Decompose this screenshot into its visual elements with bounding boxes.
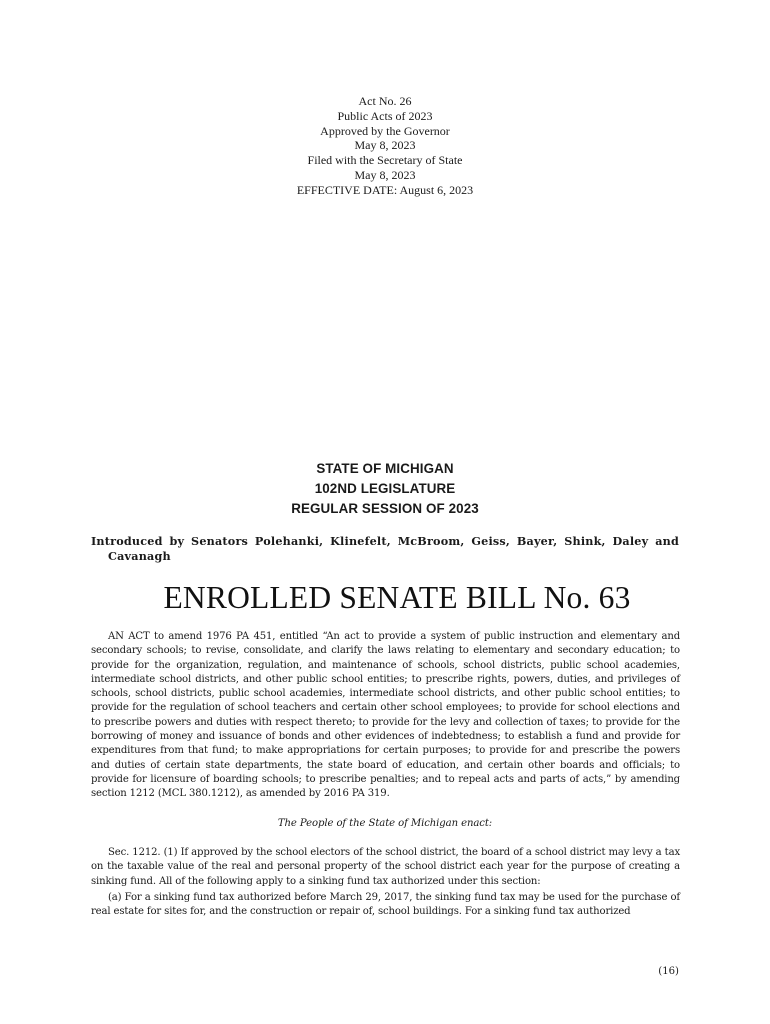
filed-date: May 8, 2023 bbox=[354, 167, 416, 182]
effective-date: EFFECTIVE DATE: August 6, 2023 bbox=[296, 182, 474, 197]
approved-by-governor: Approved by the Governor bbox=[320, 123, 450, 138]
bill-title: ENROLLED SENATE BILL No. 63 bbox=[163, 580, 631, 615]
legislature-heading bbox=[0, 459, 770, 519]
approved-date: May 8, 2023 bbox=[354, 138, 416, 153]
act-header bbox=[0, 94, 770, 198]
legislature-number: 102ND LEGISLATURE bbox=[314, 481, 456, 496]
section-1212 bbox=[91, 846, 680, 919]
section-paragraph-1: Sec. 1212. (1) If approved by the school electors of the school district, the board of a school district may levy a tax on the taxable value of the real and personal property of the school district each year for the purpose of creating a sinking fund. All of the following apply to a sinking fund tax authorized under this section: bbox=[91, 847, 680, 887]
state-name: STATE OF MICHIGAN bbox=[316, 461, 454, 476]
page-number: (16) bbox=[658, 966, 679, 977]
act-title-paragraph bbox=[91, 630, 680, 802]
sponsors-line-2: Cavanagh bbox=[108, 549, 171, 563]
public-acts-year: Public Acts of 2023 bbox=[337, 108, 433, 123]
sponsors-line-1: Introduced by Senators Polehanki, Klinefelt, McBroom, Geiss, Bayer, Shink, Daley and bbox=[91, 534, 679, 548]
section-paragraph-2: (a) For a sinking fund tax authorized before March 29, 2017, the sinking fund tax may be used for the purchase of real estate for sites for, and the construction or repair of, school buildings. For a sinking fund tax authorized bbox=[91, 891, 680, 918]
act-number: Act No. 26 bbox=[358, 94, 412, 108]
session-name: REGULAR SESSION OF 2023 bbox=[291, 501, 479, 516]
filed-with-secretary: Filed with the Secretary of State bbox=[307, 153, 463, 168]
enacting-clause: The People of the State of Michigan enact: bbox=[277, 818, 493, 829]
act-text: AN ACT to amend 1976 PA 451, entitled “An act to provide a system of public instruction and elementary and secondary schools; to revise, consolidate, and clarify the laws relating to elementary and secondary education; to provide for the organization, regulation, and maintenance of schools, school districts, public school academies, intermediate school districts, and other public school entities; to prescribe rights, powers, duties, and privileges of schools, school districts, public school academies, intermediate school districts, and other public school entities; to provide for the regulation of school teachers and certain other school employees; to provide for school elections and to prescribe powers and duties with respect thereto; to provide for the levy and collection of taxes; to provide for the borrowing of money and issuance of bonds and other evidences of indebtedness; to establish a fund and provide for expenditures from that fund; to make appropriations for certain purposes; to provide for and prescribe the powers and duties of certain state departments, the state board of education, and certain other boards and officials; to provide for licensure of boarding schools; to prescribe penalties; and to repeal acts and parts of acts,” by amending section 1212 (MCL 380.1212), as amended by 2016 PA 319. bbox=[91, 631, 680, 800]
